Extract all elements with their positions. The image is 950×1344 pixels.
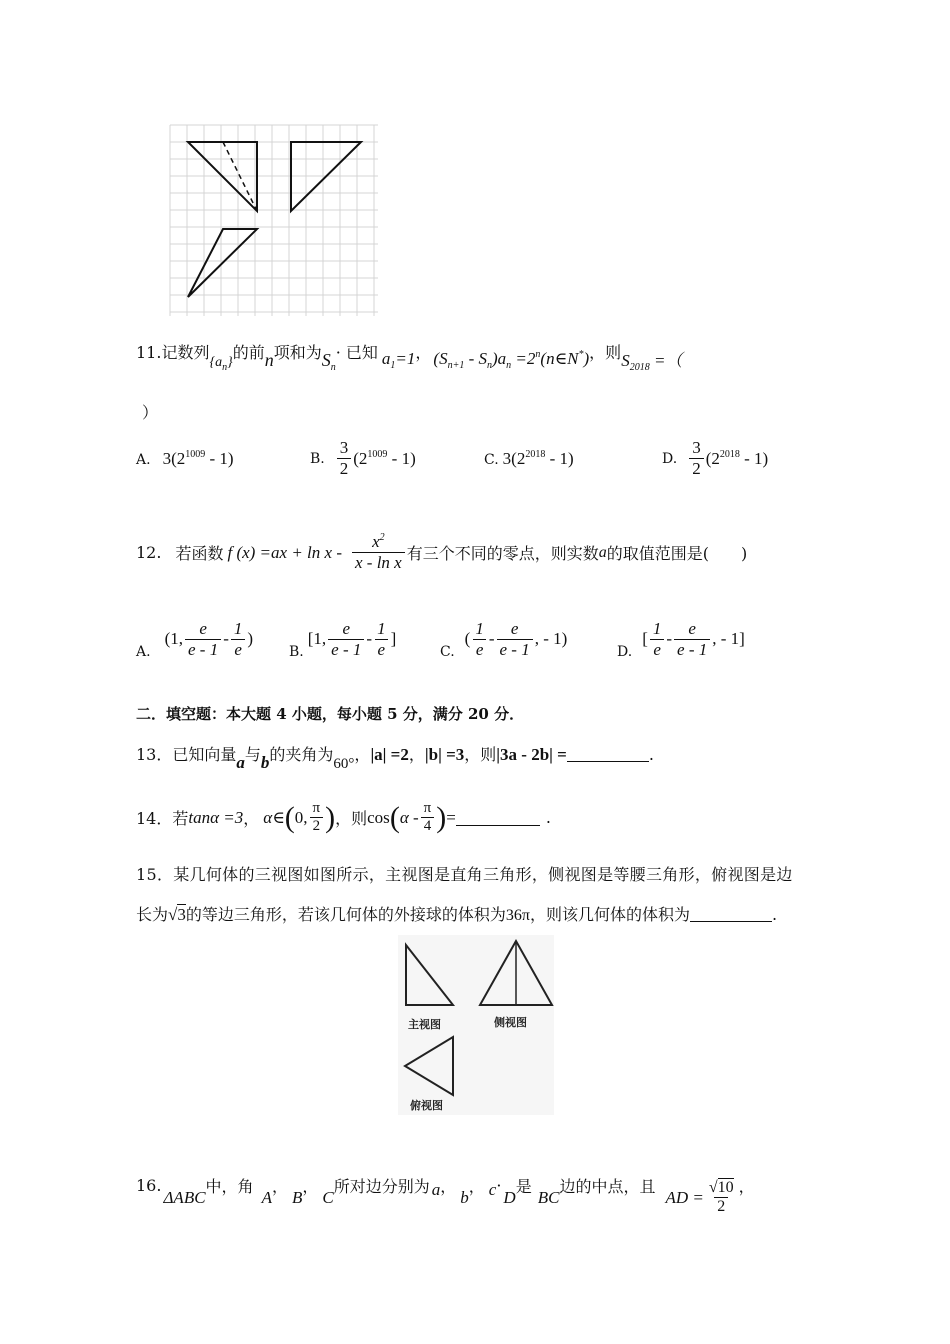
grid-lines — [170, 125, 378, 316]
question-14: 14． 若 tanα =3 ， α∈ ( 0, $\frac{\pi}{2}$ ) ，则 cos ( α - $\frac{\pi}{4}$ ) = . — [136, 800, 551, 834]
q12-option-a[interactable]: A. (1, $\frac{e}{e - 1}$ - $\frac{1}{e}$ ) — [136, 618, 254, 660]
q11-option-b[interactable]: B. $\frac{3}{2}$ $(2^{1009} - 1)$ — [310, 438, 416, 478]
q12-option-d[interactable]: D. [ $\frac{1}{e}$ - $\frac{e}{e - 1}$ , - 1] — [617, 618, 745, 660]
q11-option-a[interactable]: A. $3(2^{1009} - 1)$ — [136, 449, 234, 468]
question-13: 13．已知向量a与b的夹角为60°，|a| =2，|b| =3，则|3a - 2b| = . — [136, 745, 654, 772]
q12-option-b[interactable]: B. [1, $\frac{e}{e - 1}$ - $\frac{1}{e}$ ] — [289, 618, 397, 660]
q11-option-c[interactable]: C. $3(2^{2018} - 1)$ — [484, 449, 574, 468]
label-side-view: 侧视图 — [494, 1016, 527, 1029]
top-view-triangle — [188, 229, 257, 297]
q15-number: 15． — [136, 865, 174, 884]
q14-number: 14． — [136, 809, 173, 828]
q14-answer-blank[interactable] — [456, 825, 540, 826]
q11-paren-close: ） — [142, 403, 159, 422]
label-top-view: 俯视图 — [410, 1099, 443, 1112]
three-view-figure — [398, 935, 554, 1115]
section-2-heading: 二．填空题：本大题 4 小题，每小题 5 分，满分 20 分． — [136, 705, 525, 723]
q12-number: 12. — [136, 543, 162, 562]
q13-number: 13． — [136, 745, 173, 764]
q13-answer-blank[interactable] — [567, 761, 649, 762]
q12-option-c[interactable]: C. ( $\frac{1}{e}$ - $\frac{e}{e - 1}$ , - 1) — [440, 618, 568, 660]
question-15-line-2: 长为√3的等边三角形，若该几何体的外接球的体积为36π，则该几何体的体积为 . — [136, 905, 778, 924]
grid-figure — [165, 123, 381, 318]
question-12: 12. 若函数 f (x) =ax + ln x - $\frac{x^2}{\text{x - ln x}}$ 有三个不同的零点，则实数 a 的取值范围是( ) — [136, 532, 748, 572]
question-16: 16. ΔABC 中，角 A ， B ， C 所对边分别为 a ， b ， c · D 是 BC 边的中点，且 AD = $\frac{√10}{2}$ ， — [136, 1176, 755, 1215]
view-shapes — [188, 142, 361, 297]
question-15-line-1: 15．某几何体的三视图如图所示，主视图是直角三角形，侧视图是等腰三角形，俯视图是边 — [136, 865, 793, 884]
q11-option-d[interactable]: D. $\frac{3}{2}$ $(2^{2018} - 1)$ — [662, 438, 769, 478]
question-11: 11.记数列$\{a_n\}$的前n项和为$S_n\cdot$ 已知 $a_1=1$， $(S_{n+1} - S_n)a_n$ $=2^n(n\in N^*)$，则$S_{2018}$ =（ — [136, 343, 683, 373]
label-front-view: 主视图 — [408, 1018, 441, 1031]
q15-answer-blank[interactable] — [690, 921, 772, 922]
q11-number: 11. — [136, 343, 162, 362]
q16-number: 16. — [136, 1176, 162, 1195]
